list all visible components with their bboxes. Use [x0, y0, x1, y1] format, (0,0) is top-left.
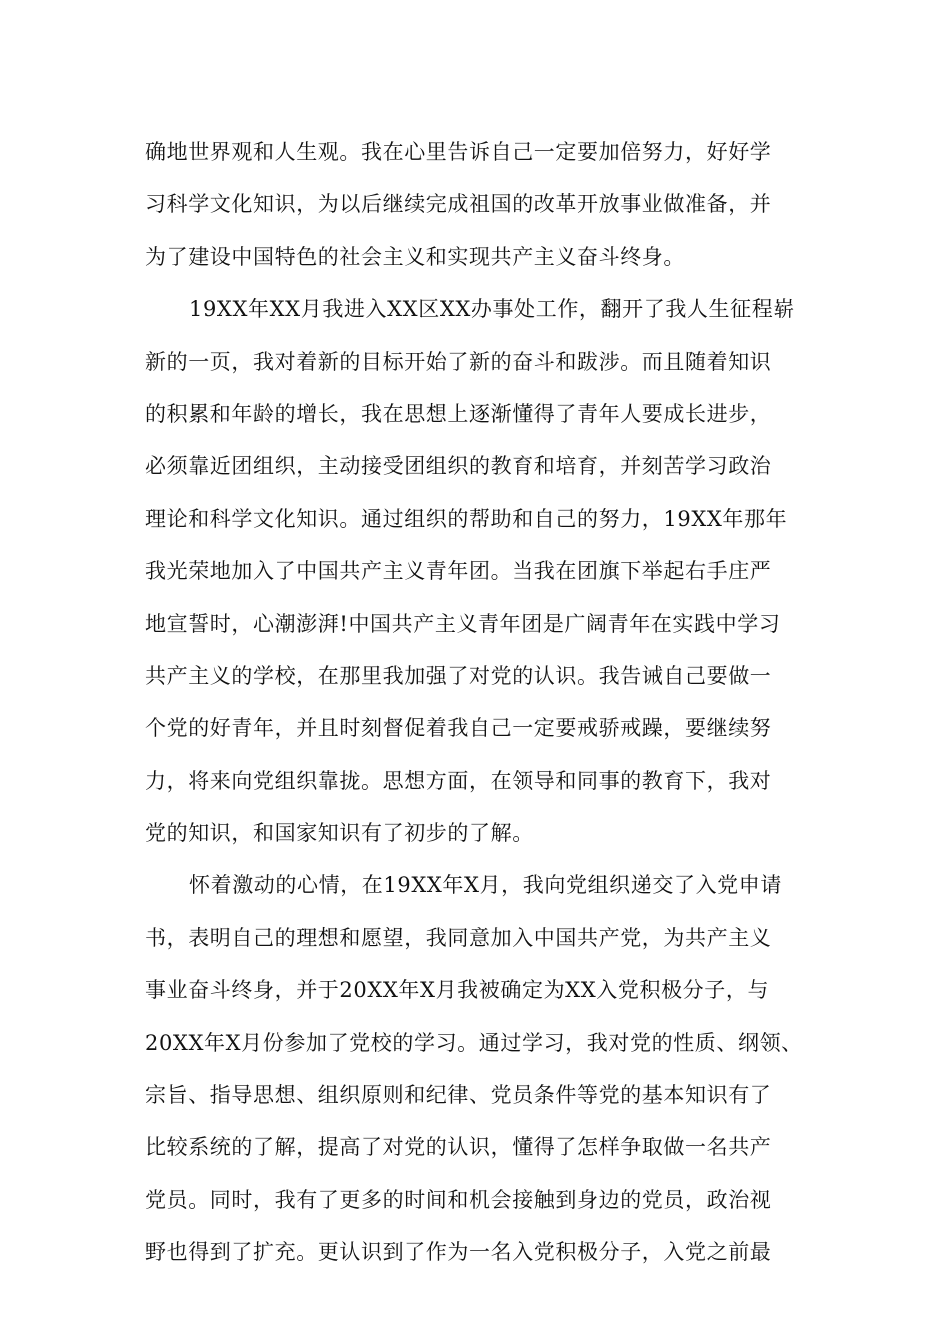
- paragraph-first-line: 19XX年XX月我进入XX区XX办事处工作，翻开了我人生征程崭: [189, 297, 795, 322]
- text-line: 个党的好青年，并且时刻督促着我自己一定要戒骄戒躁，要继续努: [145, 716, 772, 741]
- text-line: 地宣誓时，心潮澎湃!中国共产主义青年团是广阔青年在实践中学习: [145, 611, 781, 636]
- text-line: 比较系统的了解，提高了对党的认识，懂得了怎样争取做一名共产: [145, 1135, 772, 1160]
- text-line: 理论和科学文化知识。通过组织的帮助和自己的努力，19XX年那年: [145, 506, 788, 531]
- text-line: 事业奋斗终身，并于20XX年X月我被确定为XX入党积极分子，与: [145, 978, 770, 1003]
- text-line: 的积累和年龄的增长，我在思想上逐渐懂得了青年人要成长进步，: [145, 401, 772, 426]
- text-line: 力，将来向党组织靠拢。思想方面，在领导和同事的教育下，我对: [145, 768, 772, 793]
- document-body: [145, 126, 815, 1279]
- text-line: 党的知识，和国家知识有了初步的了解。: [145, 821, 534, 846]
- text-line: 党员。同时，我有了更多的时间和机会接触到身边的党员，政治视: [145, 1187, 772, 1212]
- text-line: 我光荣地加入了中国共产主义青年团。当我在团旗下举起右手庄严: [145, 559, 772, 584]
- text-line: 习科学文化知识，为以后继续完成祖国的改革开放事业做准备，并: [145, 192, 772, 217]
- text-line: 野也得到了扩充。更认识到了作为一名入党积极分子，入党之前最: [145, 1240, 772, 1265]
- text-line: 新的一页，我对着新的目标开始了新的奋斗和跋涉。而且随着知识: [145, 349, 772, 374]
- text-line: 必须靠近团组织，主动接受团组织的教育和培育，并刻苦学习政治: [145, 454, 772, 479]
- text-line: 书，表明自己的理想和愿望，我同意加入中国共产党，为共产主义: [145, 925, 772, 950]
- text-line: 20XX年X月份参加了党校的学习。通过学习，我对党的性质、纲领、: [145, 1030, 803, 1055]
- text-line: 宗旨、指导思想、组织原则和纪律、党员条件等党的基本知识有了: [145, 1083, 772, 1108]
- text-line: 为了建设中国特色的社会主义和实现共产主义奋斗终身。: [145, 244, 685, 269]
- text-line: 共产主义的学校，在那里我加强了对党的认识。我告诫自己要做一: [145, 663, 772, 688]
- paragraph-first-line: 怀着激动的心情，在19XX年X月，我向党组织递交了入党申请: [189, 873, 782, 898]
- text-line: 确地世界观和人生观。我在心里告诉自己一定要加倍努力，好好学: [145, 140, 772, 164]
